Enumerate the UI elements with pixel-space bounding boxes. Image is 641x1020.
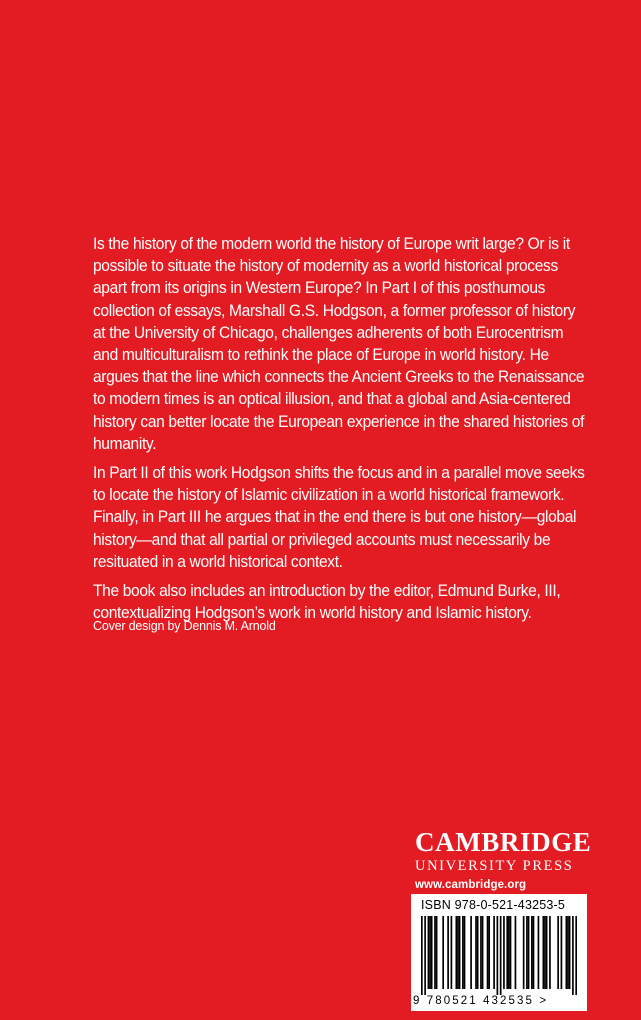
barcode-bar xyxy=(566,916,568,989)
barcode-bar xyxy=(497,916,499,995)
barcode-bar xyxy=(549,916,551,989)
barcode-bar xyxy=(526,916,528,989)
blurb-paragraph-2: In Part II of this work Hodgson shifts the focus and in a parallel move seeks to locate the history of Islamic civilization in a world historical framework. Finally, in Part III he argues that in the end there is but one history—global history—and that all partial or privileged accounts must necessarily be resituated in a world historical context. xyxy=(93,464,585,571)
barcode-bar xyxy=(572,916,574,995)
barcode-bar xyxy=(464,916,466,989)
barcode-bar xyxy=(447,916,449,989)
barcode-bar xyxy=(528,916,530,989)
barcode-bar xyxy=(533,916,535,989)
barcode-bar xyxy=(477,916,479,989)
barcode-bar xyxy=(493,916,495,989)
barcode-bar xyxy=(451,916,453,989)
barcode-bar xyxy=(431,916,433,989)
barcode-bar xyxy=(480,916,482,989)
publisher-subtitle: UNIVERSITY PRESS xyxy=(415,858,574,874)
barcode-bar xyxy=(503,916,505,989)
cover-design-credit: Cover design by Dennis M. Arnold xyxy=(93,619,276,633)
barcode-bar xyxy=(424,916,426,995)
blurb-paragraph-3: The book also includes an introduction by the editor, Edmund Burke, III, contextualizing Hodgson’s work in world history and Islamic history. xyxy=(93,582,561,623)
barcode-bar xyxy=(543,916,545,989)
barcode-bar xyxy=(523,916,525,989)
barcode-bar xyxy=(442,916,444,989)
barcode-bar xyxy=(500,916,502,995)
barcode-panel xyxy=(411,894,587,1011)
barcode-bar xyxy=(455,916,457,989)
barcode-bar xyxy=(459,916,461,989)
barcode-bar xyxy=(557,916,559,989)
publisher-url: www.cambridge.org xyxy=(415,879,527,891)
barcode-digits: 9 780521 432535 > xyxy=(413,995,549,1007)
barcode-bar xyxy=(462,916,464,989)
barcode-bar xyxy=(429,916,431,989)
barcode-bar xyxy=(434,916,436,989)
publisher-logo xyxy=(415,827,592,891)
barcode-bar xyxy=(510,916,512,989)
barcode-bar xyxy=(457,916,459,989)
barcode-bars xyxy=(421,916,577,995)
barcode-bar xyxy=(428,916,430,989)
barcode-bar xyxy=(569,916,571,989)
barcode-bar xyxy=(567,916,569,989)
barcode-bar xyxy=(506,916,508,989)
barcode-bar xyxy=(544,916,546,989)
barcode-bar xyxy=(561,916,563,989)
isbn-label: ISBN 978-0-521-43253-5 xyxy=(421,898,566,912)
publisher-name: CAMBRIDGE xyxy=(415,827,592,857)
barcode-bar xyxy=(515,916,517,989)
barcode-bar xyxy=(531,916,533,989)
barcode-bar xyxy=(482,916,484,989)
barcode-bar xyxy=(475,916,477,989)
blurb-paragraph-1: Is the history of the modern world the history of Europe writ large? Or is it possible to situate the history of modernity as a world historical process apart from its origins in Western Europe? In Part I of this posthumous collection of essays, Marshall G.S. Hodgson, a former professor of history at the University of Chicago, challenges adherents of both Eurocentrism and multiculturalism to rethink the place of Europe in world history. He argues that the line which connects the Ancient Greeks to the Renaissance to modern times is an optical illusion, and that a global and Asia-centered history can better locate the European experience in the shared histories of humanity. xyxy=(93,235,585,453)
barcode-bar xyxy=(508,916,510,989)
barcode-bar xyxy=(575,916,577,995)
barcode-bar xyxy=(546,916,548,989)
barcode-bar xyxy=(421,916,423,995)
barcode-bar xyxy=(436,916,438,989)
barcode-bar xyxy=(470,916,472,989)
barcode-bar xyxy=(538,916,540,989)
barcode-bar xyxy=(488,916,490,989)
blurb-text xyxy=(93,233,587,631)
barcode-bar xyxy=(487,916,489,989)
